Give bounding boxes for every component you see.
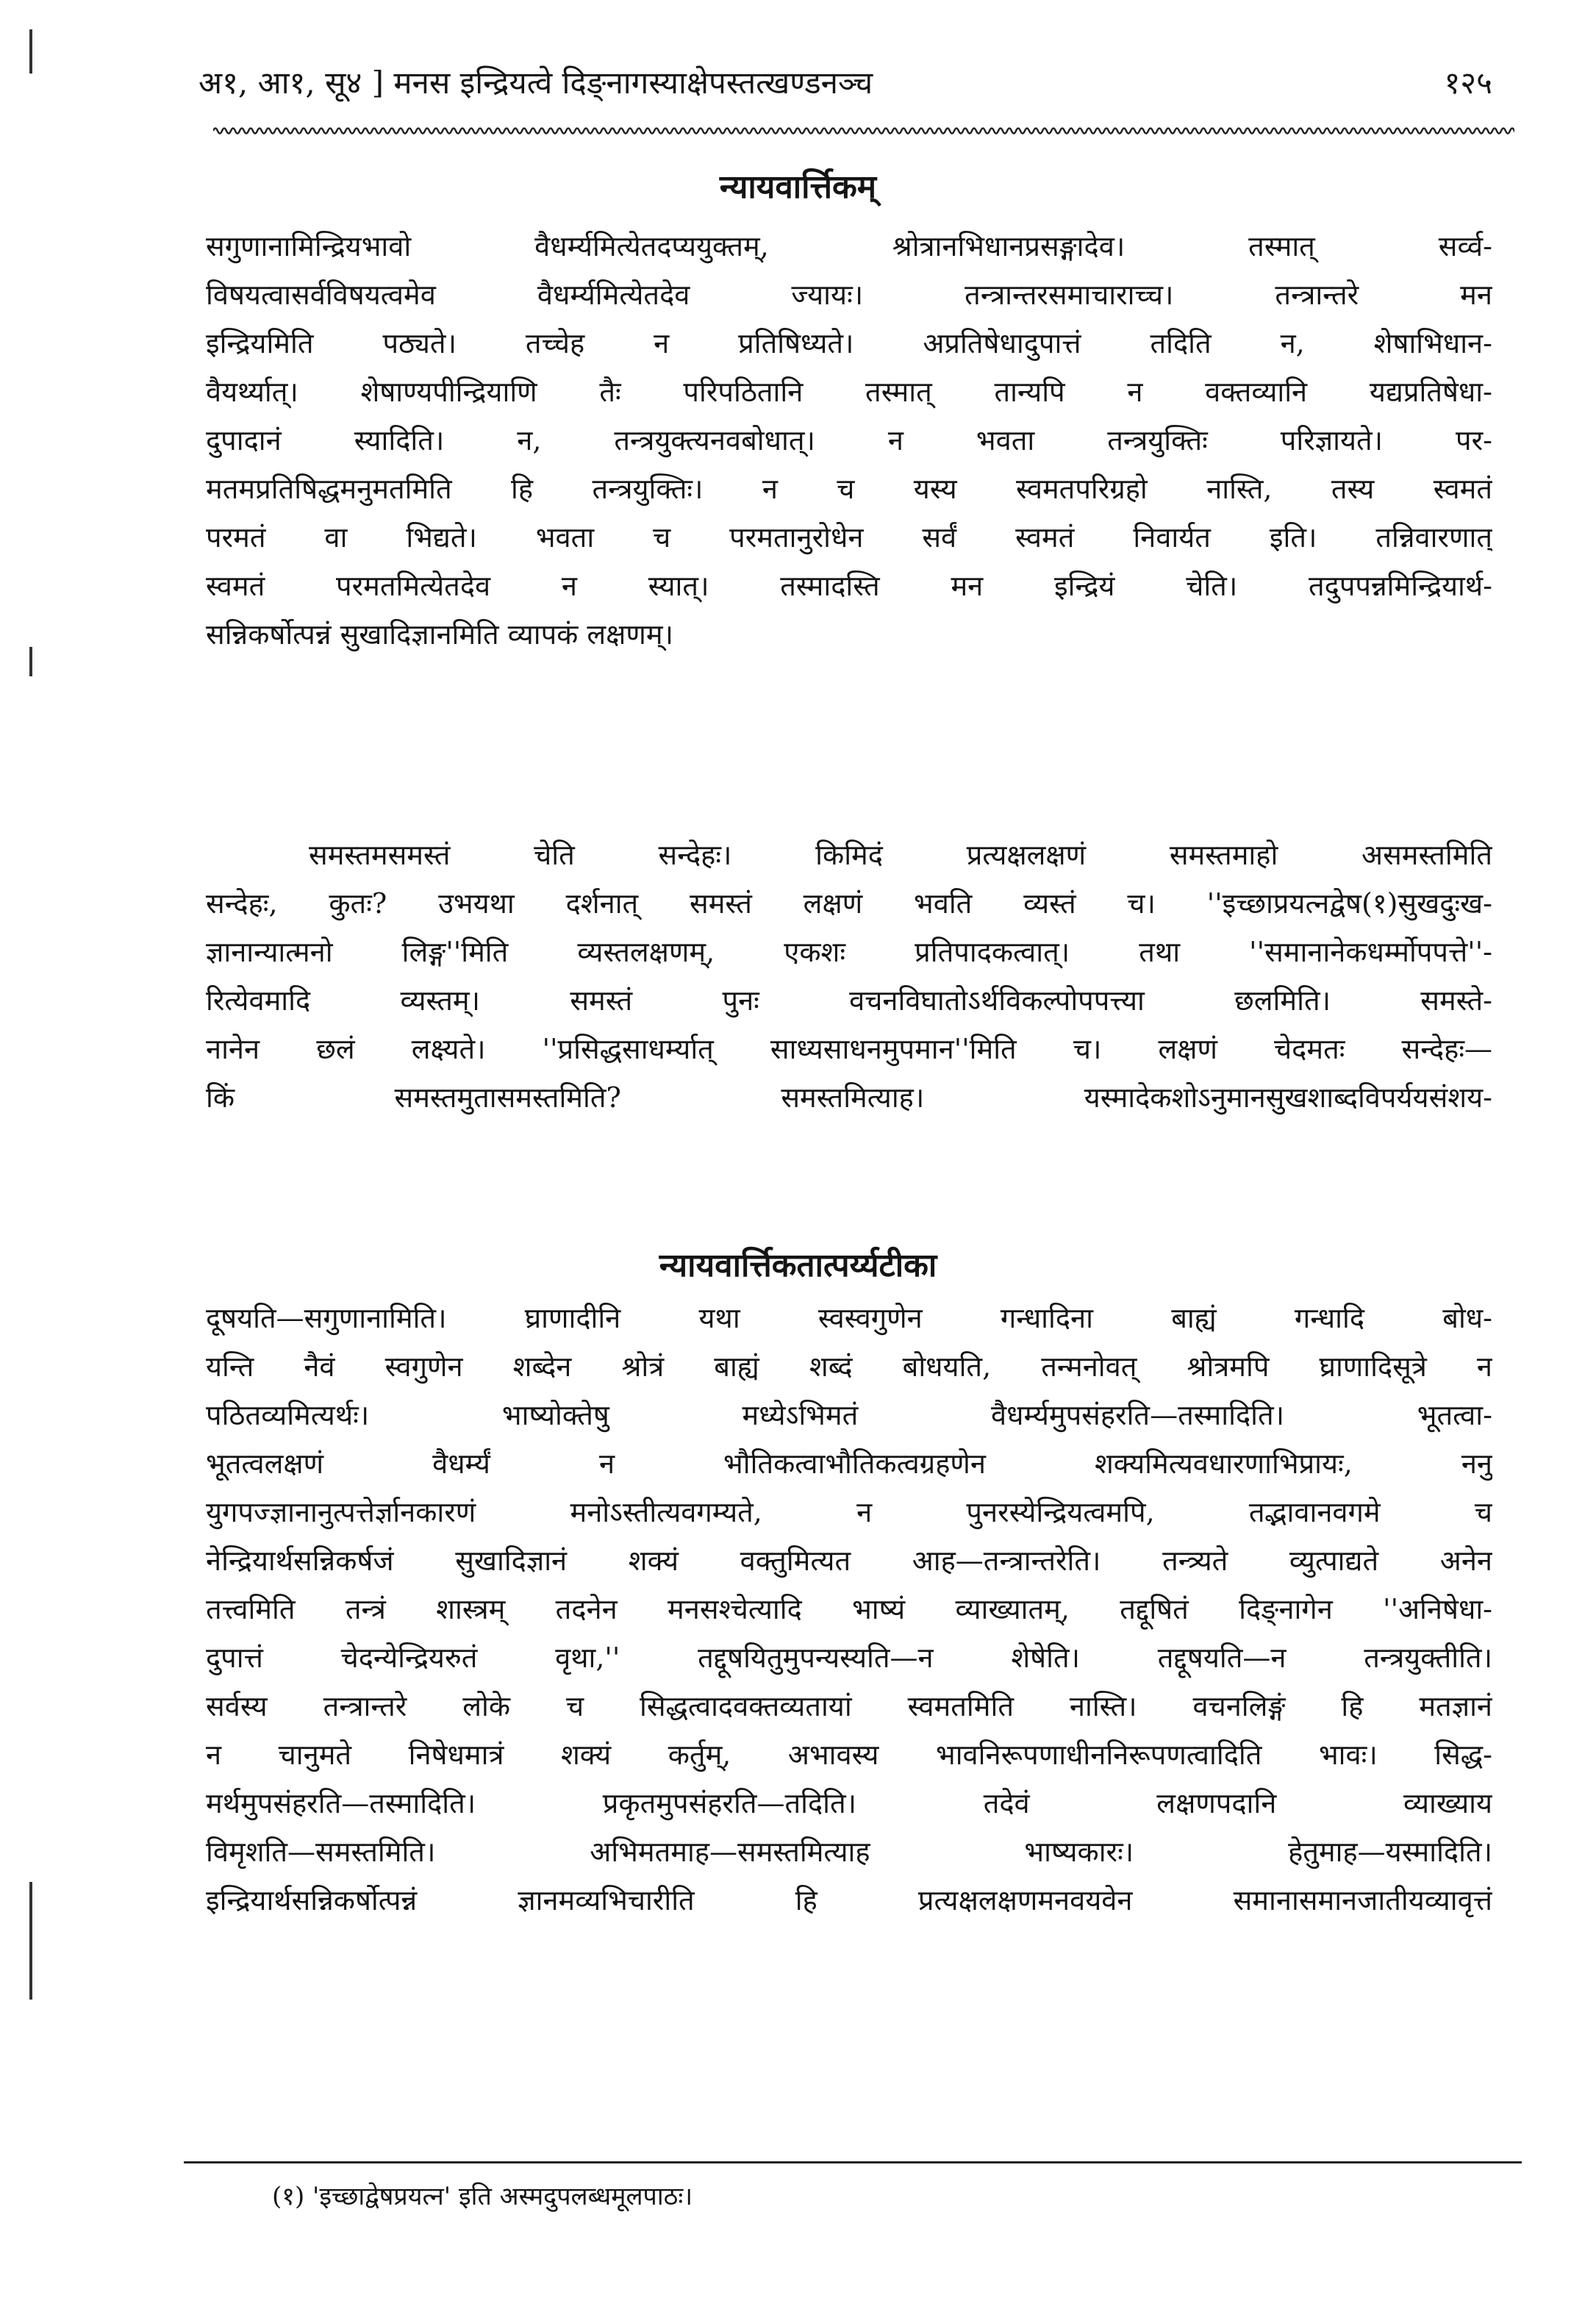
text-line: समस्तमसमस्तं चेति सन्देहः। किमिदं प्रत्यक्षलक्षणं समस्तमाहो असमस्तमिति [309,839,1492,871]
text-line: विषयत्वासर्वविषयत्वमेव वैधर्म्यमित्येतदेव ज्यायः। तन्त्रान्तरसमाचाराच्च। तन्त्रान्तरे मन [206,279,1492,311]
vartika-paragraph-1 [206,222,1492,659]
text-line: यन्ति नैवं स्वगुणेन शब्देन श्रोत्रं बाह्यं शब्दं बोधयति, तन्मनोवत् श्रोत्रमपि घ्राणादिसूत्रे न [206,1350,1492,1383]
text-line: इन्द्रियमिति पठ्यते। तच्चेह न प्रतिषिध्यते। अप्रतिषेधादुपात्तं तदिति न, शेषाभिधान- [206,327,1492,359]
text-line: परमतं वा भिद्यते। भवता च परमतानुरोधेन सर्वं स्वमतं निवार्यत इति। तन्निवारणात् [206,521,1492,554]
text-line: सगुणानामिन्द्रियभावो वैधर्म्यमित्येतदप्ययुक्तम्, श्रोत्रानभिधानप्रसङ्गादेव। तस्मात् सर्व्व- [206,230,1492,262]
page-number: १२५ [1444,65,1492,101]
text-line: नेन्द्रियार्थसन्निकर्षजं सुखादिज्ञानं शक्यं वक्तुमित्यत आह—तन्त्रान्तरेति। तन्त्र्यते व्युत्पाद्यते अनेन [206,1545,1492,1577]
text-line: विमृशति—समस्तमिति। अभिमतमाह—समस्तमित्याह भाष्यकारः। हेतुमाह—यस्मादिति। [206,1836,1492,1868]
margin-mark [29,647,32,676]
text-line: सन्देहः, कुतः? उभयथा दर्शनात् समस्तं लक्षणं भवति व्यस्तं च। ''इच्छाप्रयत्नद्वेष(१)सुखदुःख- [206,887,1492,920]
text-line: न चानुमते निषेधमात्रं शक्यं कर्तुम्, अभावस्य भावनिरूपणाधीननिरूपणत्वादिति भावः। सिद्ध- [206,1739,1492,1771]
text-line: तत्त्वमिति तन्त्रं शास्त्रम् तदनेन मनसश्चेत्यादि भाष्यं व्याख्यातम्, तद्दूषितं दिङ्नागेन ''अनिषेधा- [206,1593,1492,1625]
vartika-title: न्यायवार्त्तिकम् [719,168,877,206]
text-line: मतमप्रतिषिद्धमनुमतमिति हि तन्त्रयुक्तिः। न च यस्य स्वमतपरिग्रहो नास्ति, तस्य स्वमतं [206,473,1492,505]
text-line: मर्थमुपसंहरति—तस्मादिति। प्रकृतमुपसंहरति—तदिति। तदेवं लक्षणपदानि व्याख्याय [206,1787,1492,1819]
text-line: स्वमतं परमतमित्येतदेव न स्यात्। तस्मादस्ति मन इन्द्रियं चेति। तदुपपन्नमिन्द्रियार्थ- [206,570,1492,602]
tika-title: न्यायवार्त्तिकतात्पर्य्यटीका [659,1247,937,1284]
text-line: रित्येवमादि व्यस्तम्। समस्तं पुनः वचनविघातोऽर्थविकल्पोपपत्त्या छलमिति। समस्ते- [206,984,1492,1017]
text-line: किं समस्तमुतासमस्तमिति? समस्तमित्याह। यस्मादेकशोऽनुमानसुखशाब्दविपर्ययसंशय- [206,1081,1492,1114]
footnote-rule [184,2161,1522,2163]
header-title: अ१, आ१, सू४ ] मनस इन्द्रियत्वे दिङ्नागस्याक्षेपस्तत्खण्डनञ्च [198,65,873,101]
text-line: सन्निकर्षोत्पन्नं सुखादिज्ञानमिति व्यापकं लक्षणम्। [206,618,674,651]
tika-commentary [206,1294,1492,1925]
text-line: ज्ञानान्यात्मनो लिङ्ग''मिति व्यस्तलक्षणम्, एकशः प्रतिपादकत्वात्। तथा ''समानानेकधर्म्मोपपत्ते''- [206,936,1492,968]
margin-mark [29,29,32,74]
footnote: (१) 'इच्छाद्वेषप्रयत्न' इति अस्मदुपलब्धमूलपाठः। [272,2182,693,2211]
text-line: भूतत्वलक्षणं वैधर्म्यं न भौतिकत्वाभौतिकत्वग्रहणेन शक्यमित्यवधारणाभिप्रायः, ननु [206,1447,1492,1480]
text-line: दुपात्तं चेदन्येन्द्रियरुतं वृथा,'' तद्दूषयितुमुपन्यस्यति—न शेषेति। तद्दूषयति—न तन्त्रयुक्तीति। [206,1642,1492,1674]
margin-mark [29,1882,32,2000]
text-line: नानेन छलं लक्ष्यते। ''प्रसिद्धसाधर्म्यात् साध्यसाधनमुपमान''मिति च। लक्षणं चेदमतः सन्देहः— [206,1033,1492,1065]
header-wavy-rule [213,124,1514,138]
text-line: सर्वस्य तन्त्रान्तरे लोके च सिद्धत्वादवक्तव्यतायां स्वमतमिति नास्ति। वचनलिङ्गं हि मतज्ञानं [206,1690,1492,1722]
running-header [198,57,1492,109]
vartika-paragraph-2 [206,831,1492,1122]
text-line: दुपादानं स्यादिति। न, तन्त्रयुक्त्यनवबोधात्। न भवता तन्त्रयुक्तिः परिज्ञायते। पर- [206,424,1492,457]
text-line: पठितव्यमित्यर्थः। भाष्योक्तेषु मध्येऽभिमतं वैधर्म्यमुपसंहरति—तस्मादिति। भूतत्वा- [206,1399,1492,1431]
text-line: वैयर्थ्यात्। शेषाण्यपीन्द्रियाणि तैः परिपठितानि तस्मात् तान्यपि न वक्तव्यानि यद्यप्रतिषेधा- [206,376,1492,408]
text-line: इन्द्रियार्थसन्निकर्षोत्पन्नं ज्ञानमव्यभिचारीति हि प्रत्यक्षलक्षणमनवयवेन समानासमानजातीयव्यावृत्तं [206,1884,1492,1916]
text-line: युगपज्ज्ञानानुत्पत्तेर्ज्ञानकारणं मनोऽस्तीत्यवगम्यते, न पुनरस्येन्द्रियत्वमपि, तद्भावानवगमे च [206,1496,1492,1528]
text-line: दूषयति—सगुणानामिति। घ्राणादीनि यथा स्वस्वगुणेन गन्धादिना बाह्यं गन्धादि बोध- [206,1302,1492,1334]
